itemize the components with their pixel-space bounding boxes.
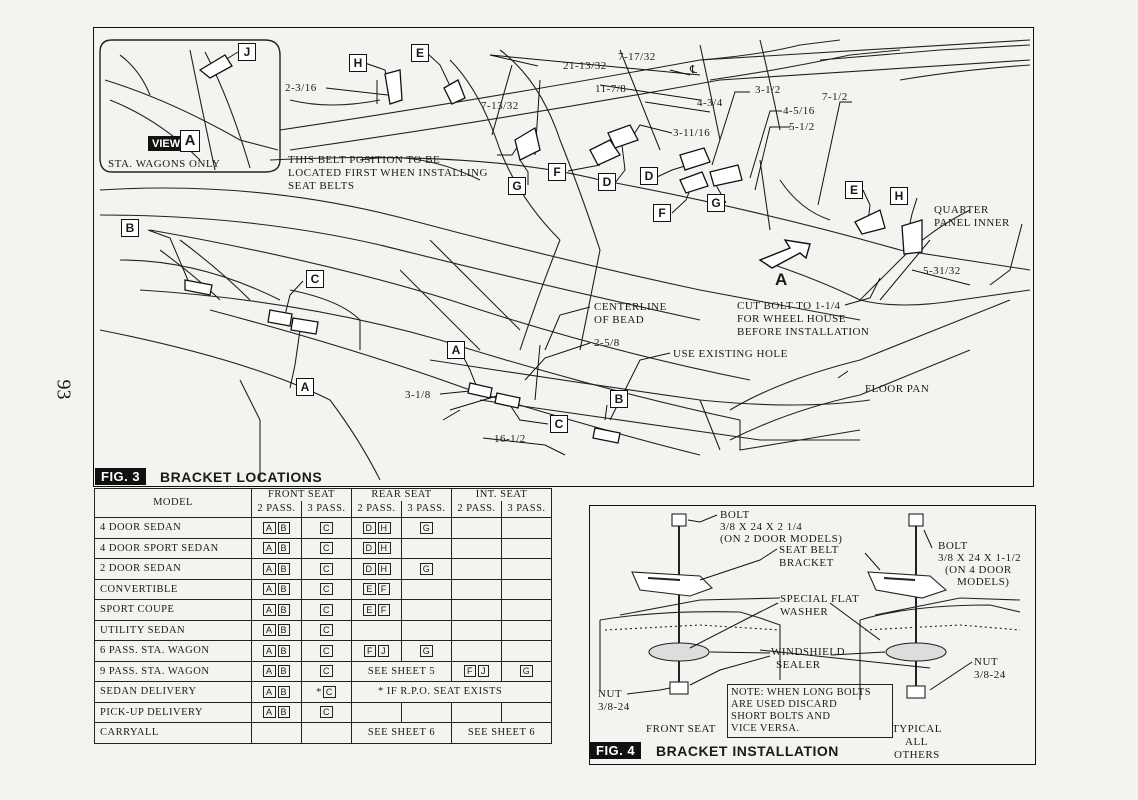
dim-7-17-32: 7-17/32 [618, 51, 656, 63]
bolt-right-3: (ON 4 DOOR [945, 564, 1012, 576]
dim-21-13-32: 21-13/32 [563, 60, 607, 72]
bracket-code-box: D [363, 563, 376, 575]
bracket-g-left-label: G [508, 177, 526, 195]
note-cut-bolt-2: FOR WHEEL HOUSE [737, 313, 846, 325]
model-name: 2 DOOR SEDAN [95, 559, 252, 580]
centerline-symbol: ℄ [690, 64, 698, 76]
arrow-a-letter: A [775, 270, 788, 289]
bracket-code-box: E [363, 604, 376, 616]
bracket-f-left-label: F [548, 163, 566, 181]
bracket-code-box: F [364, 645, 376, 657]
bracket-code-box: A [263, 522, 276, 534]
note-quarter-panel-2: PANEL INNER [934, 217, 1010, 229]
bracket-code-box: A [263, 583, 276, 595]
nut-right-1: NUT [974, 656, 999, 668]
fig3-tag: FIG. 3 [95, 468, 146, 485]
header-rear-seat: REAR SEAT [352, 489, 452, 502]
bracket-code-box: E [363, 583, 376, 595]
bolt-left-1: BOLT [720, 509, 750, 521]
note-belt-position-1: THIS BELT POSITION TO BE [288, 154, 441, 166]
bolt-left-3: (ON 2 DOOR MODELS) [720, 533, 843, 545]
bracket-code-box: H [378, 563, 391, 575]
note-belt-position-3: SEAT BELTS [288, 180, 355, 192]
note-long-bolts [727, 684, 893, 738]
note-centerline-1: CENTERLINE [594, 301, 667, 313]
bracket-code-box: C [320, 624, 333, 636]
dim-11-7-8: 11-7/8 [595, 83, 627, 95]
bracket-code-box: B [278, 563, 291, 575]
bracket-code-box: C [320, 604, 333, 616]
bracket-code-box: F [378, 604, 390, 616]
bracket-code-box: B [278, 665, 291, 677]
bracket-code-box: B [278, 604, 291, 616]
nut-left-1: NUT [598, 688, 623, 700]
bracket-code-box: C [320, 583, 333, 595]
dim-5-1-2: 5-1/2 [789, 121, 815, 133]
header-model: MODEL [95, 489, 252, 518]
nut-right-2: 3/8-24 [974, 669, 1006, 681]
sealer-2: SEALER [776, 659, 821, 671]
model-name: CONVERTIBLE [95, 579, 252, 600]
bracket-h-right-label: H [890, 187, 908, 205]
bracket-f-right-label: F [653, 204, 671, 222]
bracket-code-box: A [263, 665, 276, 677]
note-existing-hole: USE EXISTING HOLE [673, 348, 788, 360]
bracket-code-box: A [263, 542, 276, 554]
bracket-code-box: A [263, 645, 276, 657]
bracket-code-box: G [420, 563, 434, 575]
washer-2: WASHER [780, 606, 829, 618]
bracket-code-box: C [320, 542, 333, 554]
front-seat-caption: FRONT SEAT [646, 723, 716, 735]
see-sheet-note: SEE SHEET 6 [452, 723, 552, 744]
header-sub: 3 PASS. [402, 501, 452, 518]
note-centerline-2: OF BEAD [594, 314, 645, 326]
page-number: 93 [52, 379, 75, 400]
bolt-right-2: 3/8 X 24 X 1-1/2 [938, 552, 1022, 564]
bracket-code-box: H [378, 542, 391, 554]
dim-7-13-32: 7-13/32 [481, 100, 519, 112]
bracket-d-left-label: D [598, 173, 616, 191]
bracket-code-box: C [320, 563, 333, 575]
bracket-code-box: A [263, 706, 276, 718]
sealer-1: WINDSHIELD [771, 646, 846, 658]
note-floor-pan: FLOOR PAN [865, 383, 930, 395]
header-sub: 2 PASS. [252, 501, 302, 518]
model-name: UTILITY SEDAN [95, 620, 252, 641]
bracket-code-box: A [263, 604, 276, 616]
bolt-right-1: BOLT [938, 540, 968, 552]
dim-2-5-8: 2-5/8 [594, 337, 620, 349]
bracket-c-left-label: C [306, 270, 324, 288]
dim-4-5-16: 4-5/16 [783, 105, 815, 117]
model-name: 4 DOOR SPORT SEDAN [95, 538, 252, 559]
bracket-code-box: B [278, 522, 291, 534]
note-cut-bolt-3: BEFORE INSTALLATION [737, 326, 870, 338]
note-cut-bolt-1: CUT BOLT TO 1-1/4 [737, 300, 841, 312]
bracket-code-box: C [320, 665, 333, 677]
bracket-code-box: B [278, 583, 291, 595]
seat-belt-bracket-1: SEAT BELT [779, 544, 839, 556]
model-name: PICK-UP DELIVERY [95, 702, 252, 723]
note-line: SHORT BOLTS AND [731, 711, 831, 722]
bracket-g-right-label: G [707, 194, 725, 212]
bracket-a-center-label: A [447, 341, 465, 359]
model-name: 9 PASS. STA. WAGON [95, 661, 252, 682]
bracket-b-left-label: B [121, 219, 139, 237]
note-line: NOTE: WHEN LONG BOLTS [731, 687, 871, 698]
model-name: 4 DOOR SEDAN [95, 518, 252, 539]
dim-3-1-8: 3-1/8 [405, 389, 431, 401]
bracket-code-box: D [363, 522, 376, 534]
fig4-title: BRACKET INSTALLATION [656, 743, 839, 759]
washer-1: SPECIAL FLAT [780, 593, 860, 605]
header-sub: 2 PASS. [352, 501, 402, 518]
bracket-code-box: H [378, 522, 391, 534]
dim-3-11-16: 3-11/16 [673, 127, 711, 139]
header-front-seat: FRONT SEAT [252, 489, 352, 502]
fig4-tag: FIG. 4 [590, 742, 641, 759]
bracket-code-box: G [420, 522, 434, 534]
dim-4-3-4: 4-3/4 [697, 97, 723, 109]
bracket-code-box: C [320, 706, 333, 718]
header-sub: 2 PASS. [452, 501, 502, 518]
bolt-right-4: MODELS) [957, 576, 1010, 588]
typical-1: TYPICAL [892, 723, 942, 735]
bracket-h-top-label: H [349, 54, 367, 72]
bracket-d-right-label: D [640, 167, 658, 185]
bracket-code-box: G [420, 645, 434, 657]
bracket-code-box: B [278, 686, 291, 698]
header-int-seat: INT. SEAT [452, 489, 552, 502]
bracket-code-box: B [278, 706, 291, 718]
bracket-code-box: C [320, 522, 333, 534]
bracket-code-box: C [320, 645, 333, 657]
typical-3: OTHERS [894, 749, 940, 761]
fig3-title: BRACKET LOCATIONS [160, 469, 323, 485]
bracket-code-box: B [278, 624, 291, 636]
view-caption: STA. WAGONS ONLY [108, 158, 221, 170]
rpo-seat-note: * IF R.P.O. SEAT EXISTS [352, 682, 552, 703]
bracket-e-right-label: E [845, 181, 863, 199]
dim-7-1-2: 7-1/2 [822, 91, 848, 103]
bolt-left-2: 3/8 X 24 X 2 1/4 [720, 521, 803, 533]
dim-16-1-2: 16-1/2 [494, 433, 526, 445]
model-name: 6 PASS. STA. WAGON [95, 641, 252, 662]
dim-3-1-2: 3-1/2 [755, 84, 781, 96]
model-name: CARRYALL [95, 723, 252, 744]
bracket-code-box: A [263, 563, 276, 575]
bracket-code-box: A [263, 624, 276, 636]
header-sub: 3 PASS. [502, 501, 552, 518]
note-quarter-panel-1: QUARTER [934, 204, 989, 216]
asterisk-mark: * [316, 686, 322, 698]
bracket-j-label: J [238, 43, 256, 61]
seat-belt-bracket-2: BRACKET [779, 557, 834, 569]
see-sheet-note: SEE SHEET 5 [352, 661, 452, 682]
view-tag-text: VIEW [152, 138, 181, 150]
dim-5-31-32: 5-31/32 [923, 265, 961, 277]
bracket-e-top-label: E [411, 44, 429, 62]
bracket-code-box: J [478, 665, 489, 677]
bracket-code-box: F [464, 665, 476, 677]
header-sub: 3 PASS. [302, 501, 352, 518]
bracket-code-box: C [323, 686, 336, 698]
note-line: ARE USED DISCARD [731, 699, 838, 710]
bracket-code-box: D [363, 542, 376, 554]
nut-left-2: 3/8-24 [598, 701, 630, 713]
bracket-code-box: B [278, 542, 291, 554]
typical-2: ALL [905, 736, 928, 748]
bracket-b-center-label: B [610, 390, 628, 408]
bracket-code-box: G [520, 665, 534, 677]
bracket-c-center-label: C [550, 415, 568, 433]
model-name: SPORT COUPE [95, 600, 252, 621]
view-a-letter: A [180, 130, 200, 152]
dim-2-3-16: 2-3/16 [285, 82, 317, 94]
model-name: SEDAN DELIVERY [95, 682, 252, 703]
bracket-code-box: A [263, 686, 276, 698]
see-sheet-note: SEE SHEET 6 [352, 723, 452, 744]
bracket-a-left-label: A [296, 378, 314, 396]
bracket-code-box: B [278, 645, 291, 657]
note-line: VICE VERSA. [731, 723, 800, 734]
note-belt-position-2: LOCATED FIRST WHEN INSTALLING [288, 167, 488, 179]
bracket-code-box: F [378, 583, 390, 595]
bracket-code-box: J [378, 645, 389, 657]
